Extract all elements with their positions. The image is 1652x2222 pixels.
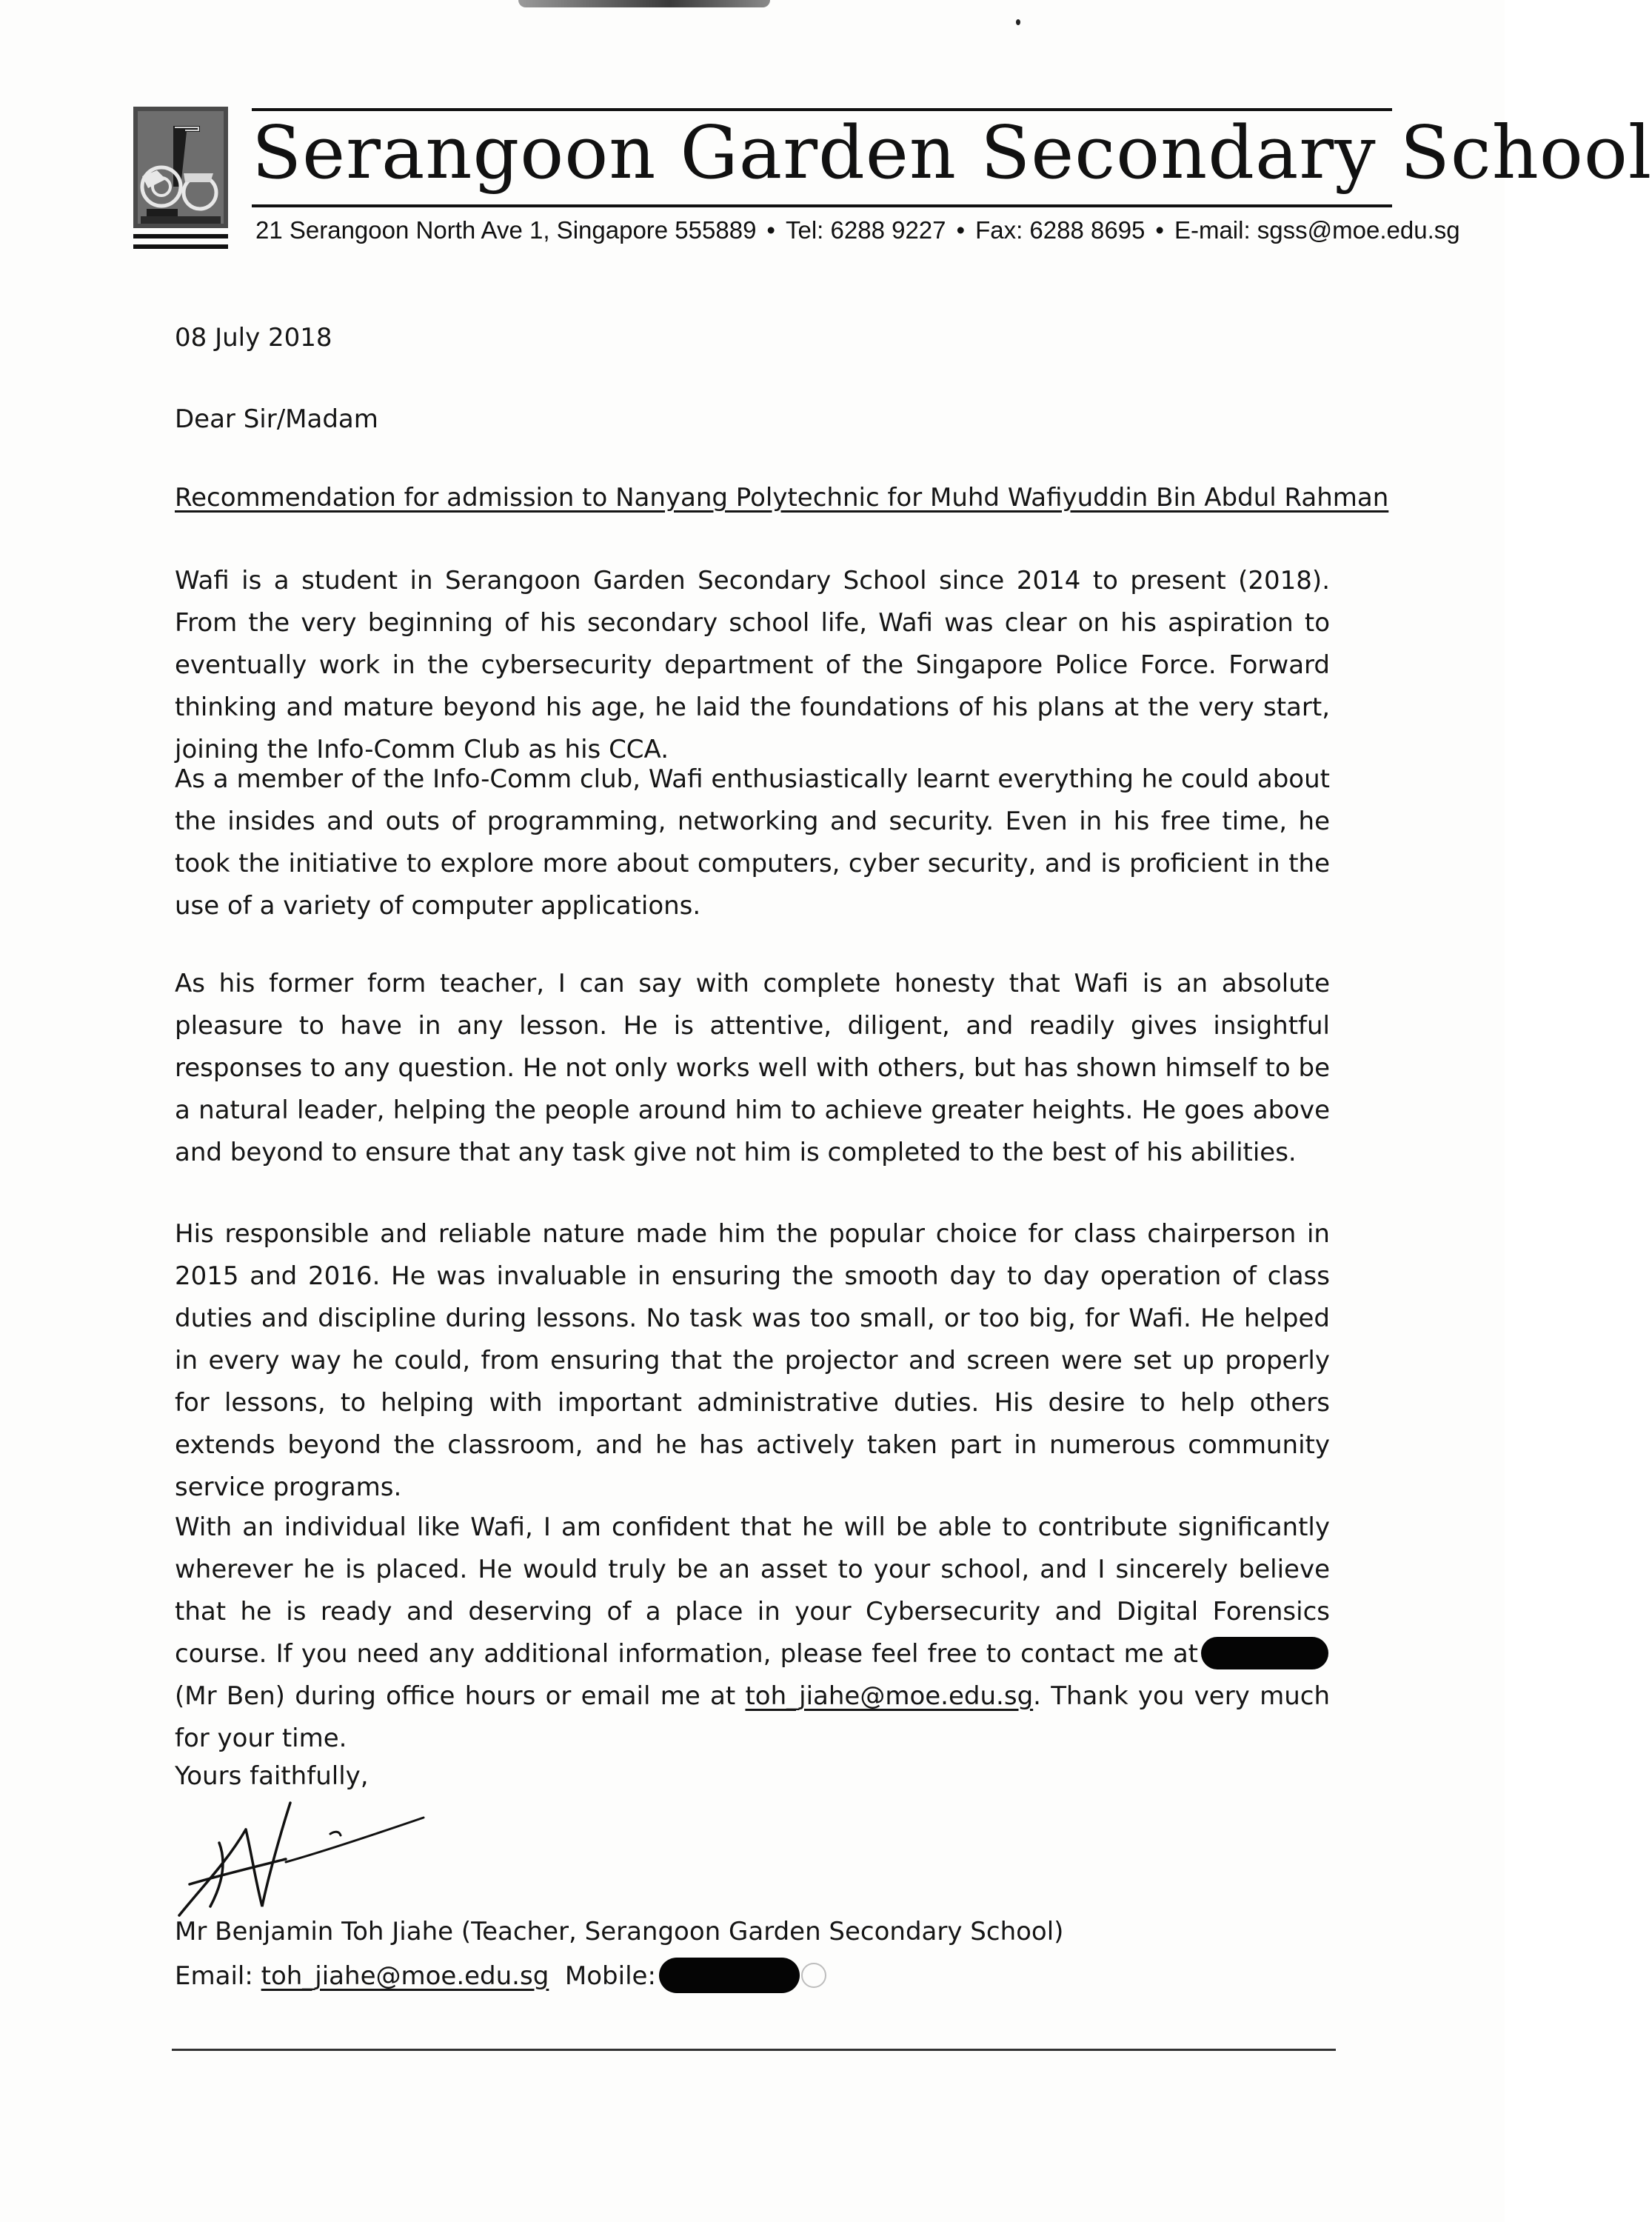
paragraph-3: As his former form teacher, I can say with complete honesty that Wafi is an absolute pleasure to have in any lesson. He is attentive, diligent, and readily gives insightful responses to any question. He not only works well with others, but has shown himself to be a natural leader, helping the people around him to achieve greater heights. He goes above and beyond to ensure that any task give not him is completed to the best of his abilities. (175, 969, 1330, 1167)
footer-rule (172, 2049, 1336, 2051)
signer-name: Mr Benjamin Toh Jiahe (Teacher, Serangoon Garden Secondary School) (175, 1917, 1064, 1946)
letter-subject: Recommendation for admission to Nanyang Polytechnic for Muhd Wafiyuddin Bin Abdul Rahman (175, 483, 1389, 513)
scan-dot (1016, 19, 1020, 25)
school-logo-icon (132, 105, 230, 256)
letter-closing: Yours faithfully, (175, 1761, 369, 1791)
school-email: E-mail: sgss@moe.edu.sg (1174, 216, 1460, 244)
redacted-mobile (659, 1958, 800, 1993)
letter-salutation: Dear Sir/Madam (175, 404, 378, 434)
contact-email-label: Email: (175, 1961, 253, 1991)
letterhead-middle-rule (252, 204, 1392, 207)
school-address: 21 Serangoon North Ave 1, Singapore 555889 (255, 216, 757, 244)
school-fax: Fax: 6288 8695 (975, 216, 1146, 244)
paragraph-5-text-c: . Thank you very much for your time. (175, 1681, 1330, 1753)
separator-dot: • (956, 216, 966, 244)
paragraph-5-text-a: With an individual like Wafi, I am confident that he will be able to contribute significantly wherever he is placed. He would truly be an asset to your school, and I sincerely believe that he is ready and deserving of a place in your Cybersecurity and Digital Forensics course. If you need any additional information, please feel free to contact me at (175, 1512, 1330, 1669)
letter-date: 08 July 2018 (175, 323, 332, 353)
paragraph-4: His responsible and reliable nature made him the popular choice for class chairperson in 2015 and 2016. He was invaluable in ensuring the smooth day to day operation of class duties and discipline during lessons. No task was too small, or too big, for Wafi. He helped in every way he could, from ensuring that the projector and screen were set up properly for lessons, to helping with important administrative duties. His desire to help others extends beyond the classroom, and he has actively taken part in numerous community service programs. (175, 1219, 1330, 1502)
redacted-phone (1201, 1637, 1328, 1669)
scan-smudge (518, 0, 770, 7)
letterhead-contact-line (255, 212, 1460, 249)
scan-circle-mark (801, 1963, 826, 1988)
handwritten-signature (175, 1795, 441, 1921)
email-link[interactable]: toh_jiahe@moe.edu.sg (745, 1681, 1034, 1711)
contact-mobile-label: Mobile: (564, 1961, 656, 1991)
school-tel: Tel: 6288 9227 (785, 216, 946, 244)
school-name: Serangoon Garden Secondary School (252, 111, 1652, 196)
paragraph-1: Wafi is a student in Serangoon Garden Secondary School since 2014 to present (2018). From the very beginning of his secondary school life, Wafi was clear on his aspiration to eventually work in the cybersecurity department of the Singapore Police Force. Forward thinking and mature beyond his age, he laid the foundations of his plans at the very start, joining the Info-Comm Club as his CCA. (175, 566, 1330, 764)
separator-dot: • (1155, 216, 1164, 244)
paragraph-5 (175, 1507, 1330, 1760)
signer-contact (175, 1955, 1330, 1998)
paragraph-2: As a member of the Info-Comm club, Wafi enthusiastically learnt everything he could about the insides and outs of programming, networking and security. Even in his free time, he took the initiative to explore more about computers, cyber security, and is proficient in the use of a variety of computer applications. (175, 764, 1330, 921)
contact-email-link[interactable]: toh_jiahe@moe.edu.sg (261, 1961, 549, 1991)
separator-dot: • (766, 216, 775, 244)
paragraph-5-text-b: (Mr Ben) during office hours or email me at (175, 1681, 736, 1711)
